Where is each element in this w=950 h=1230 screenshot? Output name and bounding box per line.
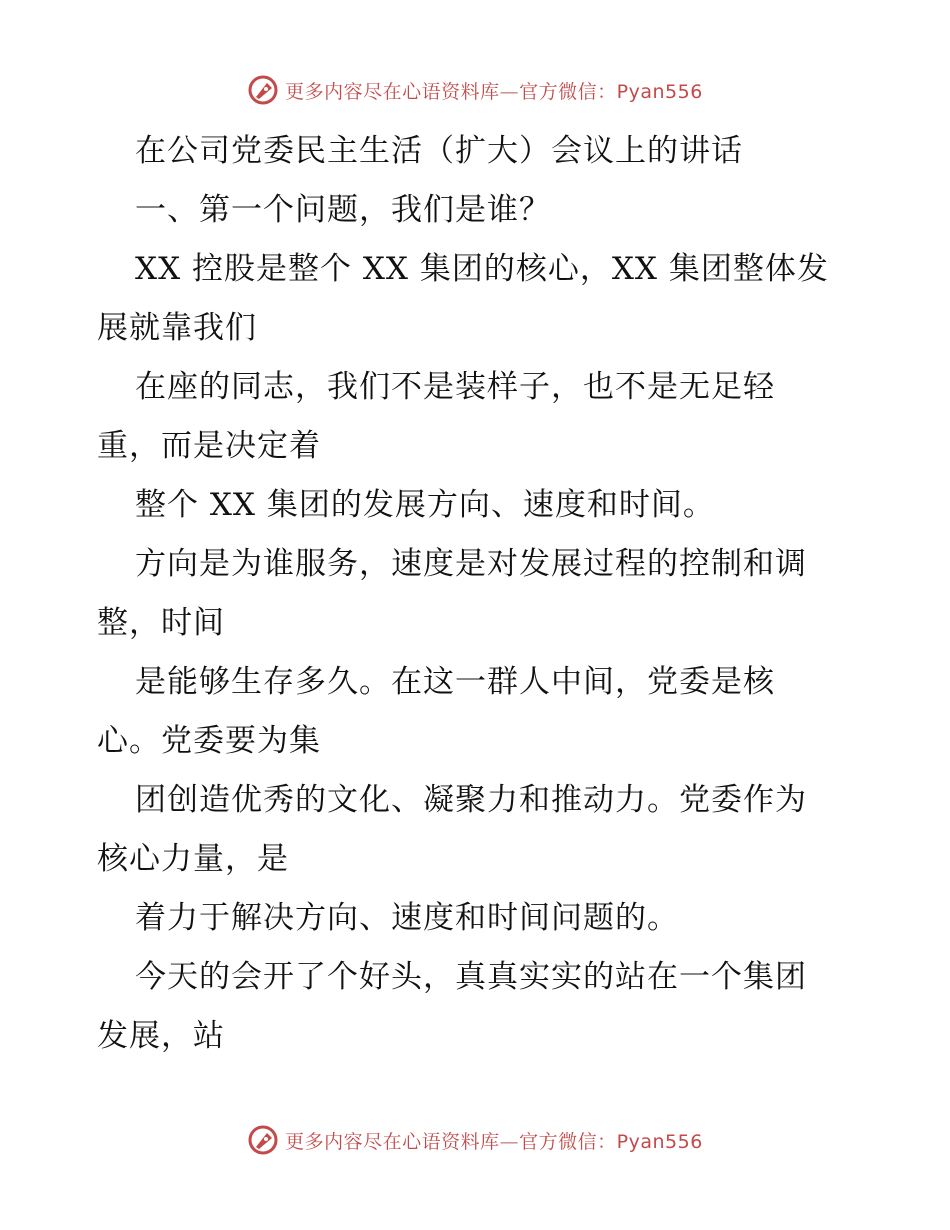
paragraph-line: 方向是为谁服务，速度是对发展过程的控制和调 [135,546,807,582]
paragraph-line: 今天的会开了个好头，真真实实的站在一个集团 [135,959,807,995]
pen-nib-logo-icon [247,74,279,106]
paragraph-line: XX 控股是整个 XX 集团的核心，XX 集团整体发 [135,251,829,287]
paragraph-line: 团创造优秀的文化、凝聚力和推动力。党委作为 [135,782,807,818]
pen-nib-logo-icon [247,1124,279,1156]
document-title: 在公司党委民主生活（扩大）会议上的讲话 [135,133,743,169]
document-body [97,122,857,1066]
paragraph-line: 整，时间 [97,605,225,641]
watermark-text: 更多内容尽在心语资料库—官方微信：Pyan556 [285,80,703,103]
watermark-text: 更多内容尽在心语资料库—官方微信：Pyan556 [285,1130,703,1153]
paragraph-line: 发展，站 [97,1018,225,1054]
paragraph-line: 展就靠我们 [97,310,257,346]
header-watermark [0,70,950,110]
paragraph-line: 核心力量，是 [97,841,289,877]
paragraph-line: 重，而是决定着 [97,428,321,464]
paragraph-line: 着力于解决方向、速度和时间问题的。 [135,900,679,936]
section-heading: 一、第一个问题，我们是谁？ [135,192,551,228]
paragraph-line: 整个 XX 集团的发展方向、速度和时间。 [135,487,715,523]
paragraph-line: 在座的同志，我们不是装样子，也不是无足轻 [135,369,775,405]
paragraph-line: 心。党委要为集 [97,723,321,759]
footer-watermark [0,1120,950,1160]
paragraph-line: 是能够生存多久。在这一群人中间，党委是核 [135,664,775,700]
